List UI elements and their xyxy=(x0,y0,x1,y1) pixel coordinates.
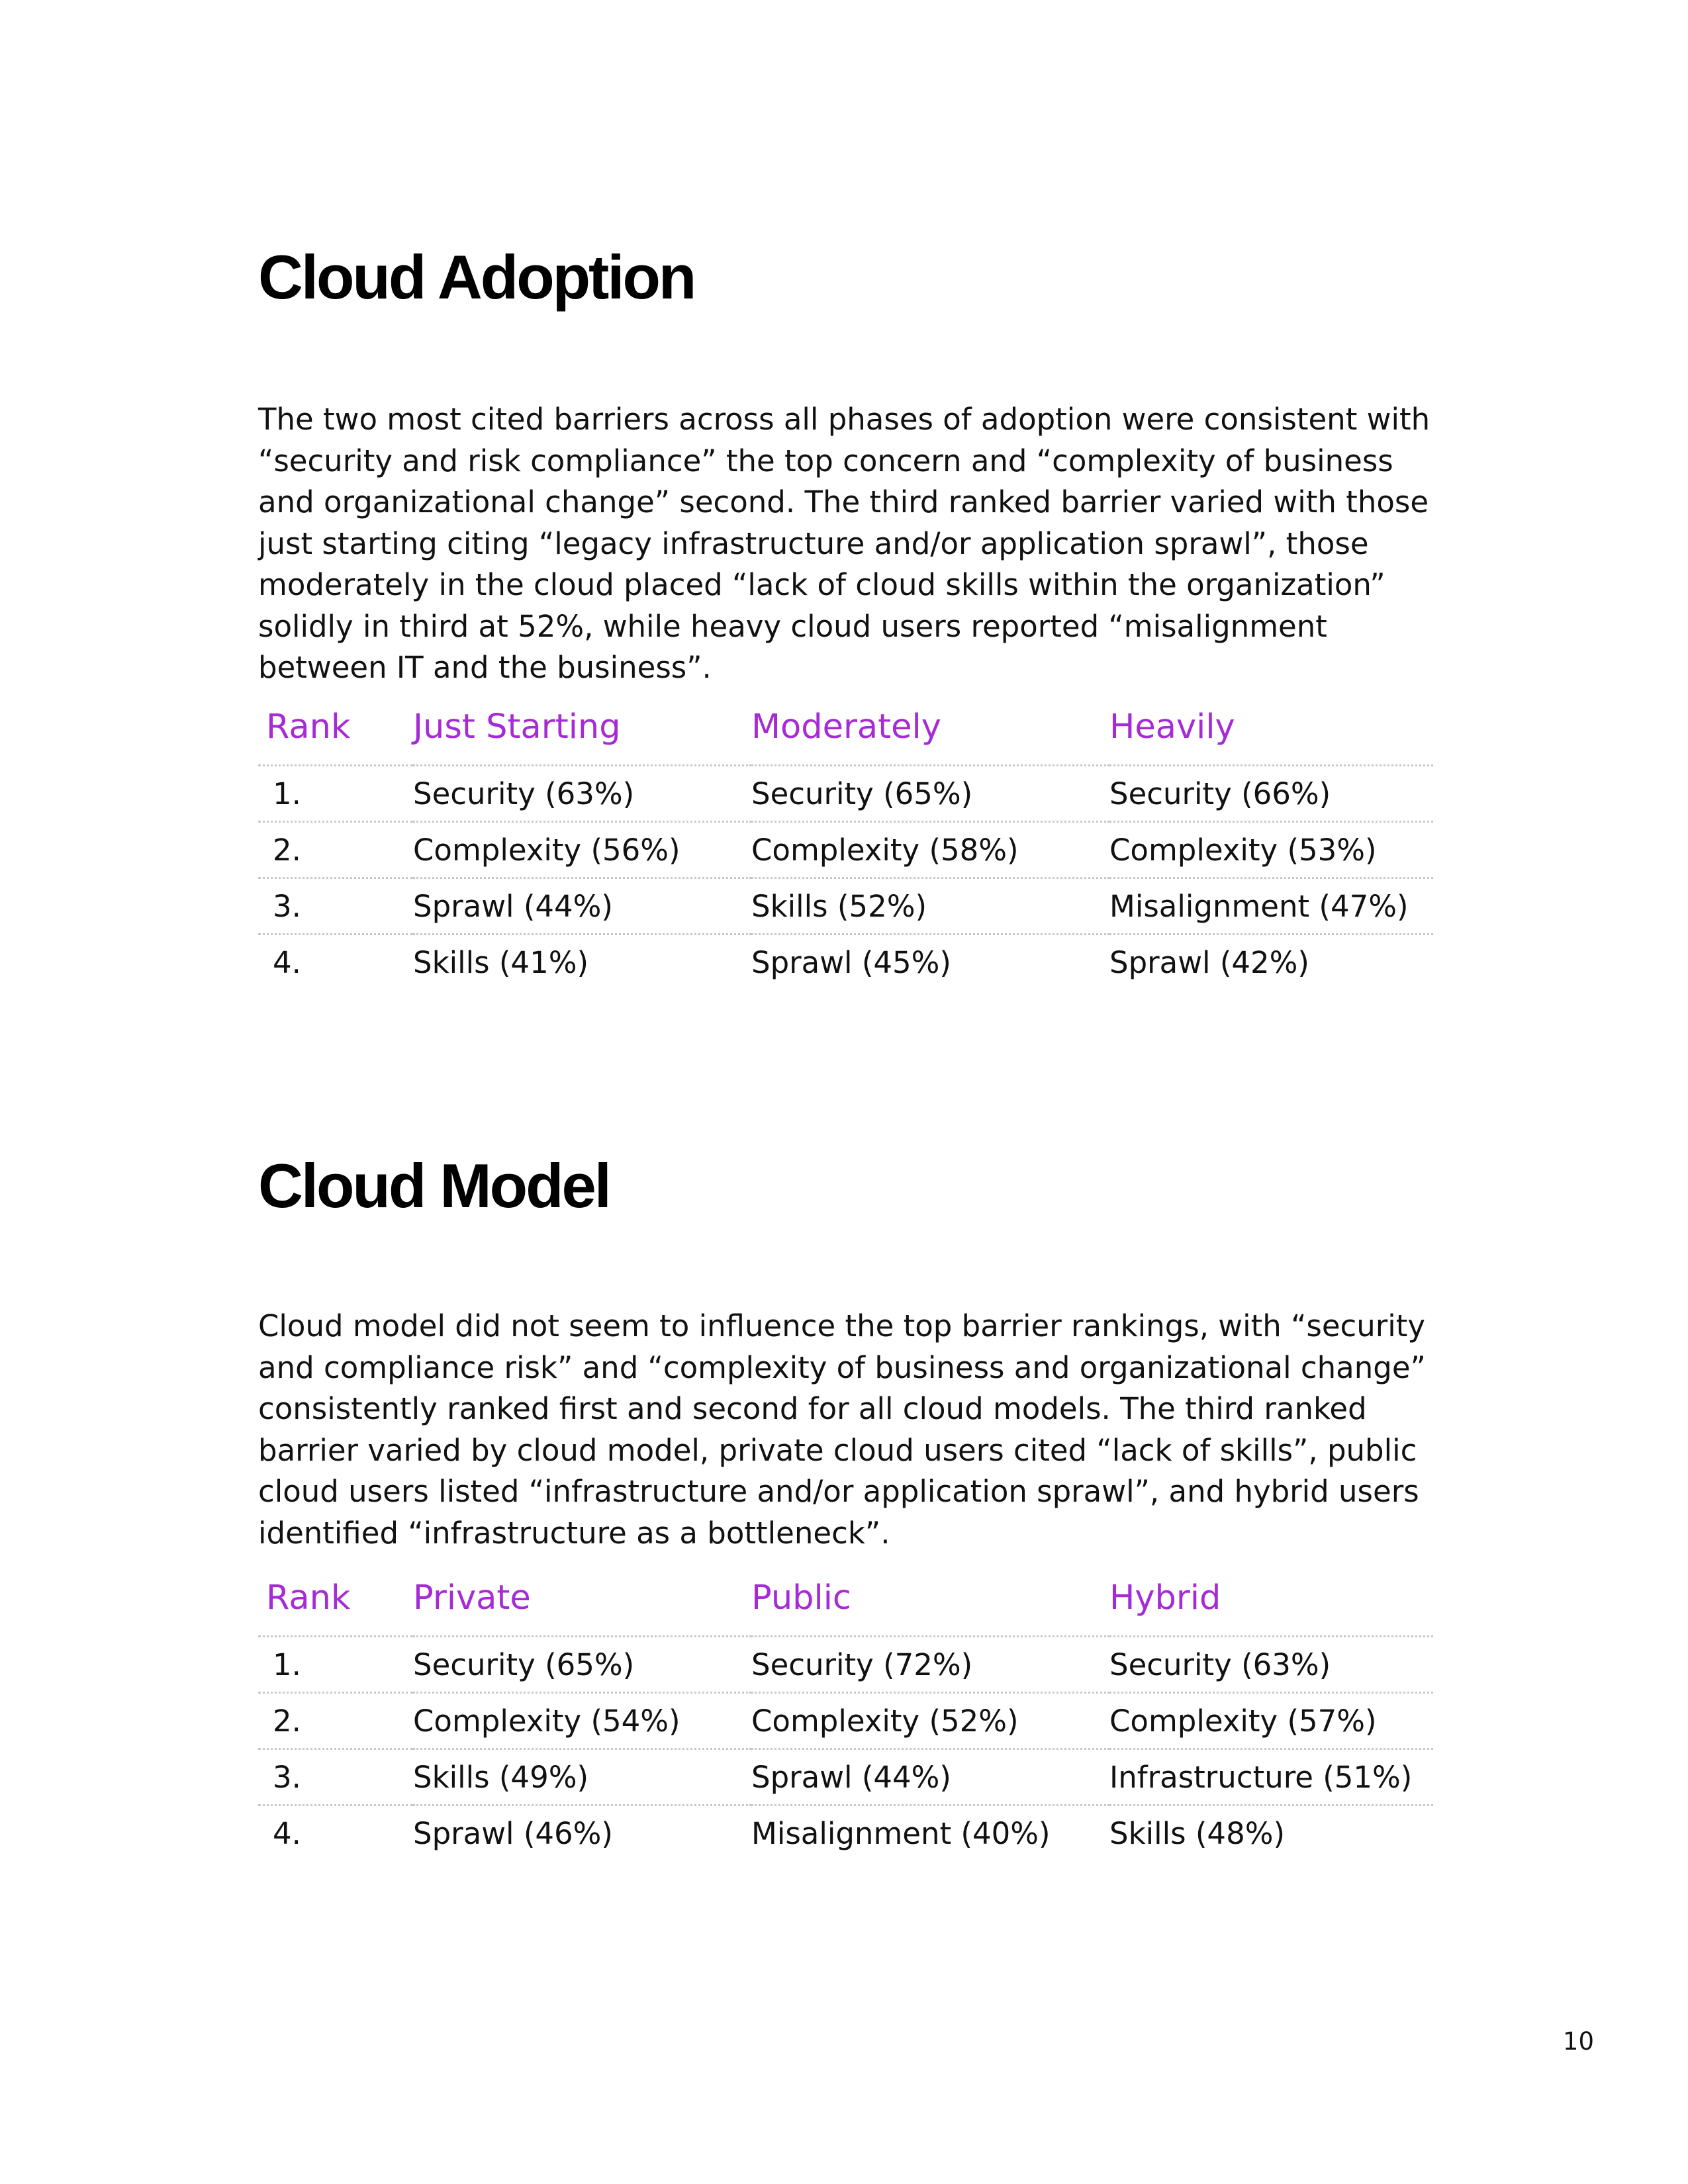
table-row xyxy=(258,934,1433,990)
table-cell: Security (72%) xyxy=(751,1637,1109,1693)
table-row xyxy=(258,1693,1433,1749)
table-cell: Complexity (54%) xyxy=(413,1693,751,1749)
table-cell: Security (65%) xyxy=(751,766,1109,822)
column-header-private: Private xyxy=(413,1578,751,1637)
table-cell: Sprawl (45%) xyxy=(751,944,951,980)
cloud-adoption-section xyxy=(258,242,1436,689)
table-cell: Misalignment (47%) xyxy=(1109,878,1433,934)
column-header-moderately: Moderately xyxy=(751,707,1109,766)
rank-cell: 2. xyxy=(258,822,413,878)
table-cell: Sprawl (44%) xyxy=(751,1749,1109,1805)
table-cell: Skills (52%) xyxy=(751,878,1109,934)
table-row xyxy=(258,1805,1433,1861)
table-row xyxy=(258,822,1433,878)
rank-cell: 1. xyxy=(258,766,413,822)
rank-cell: 1. xyxy=(258,1637,413,1693)
column-header-rank: Rank xyxy=(258,707,413,766)
rank-cell: 3. xyxy=(258,878,413,934)
table-cell: Sprawl (44%) xyxy=(413,878,751,934)
table-cell: Complexity (57%) xyxy=(1109,1693,1433,1749)
column-header-rank: Rank xyxy=(258,1578,413,1637)
table-header-row xyxy=(258,707,1433,766)
table-cell: Infrastructure (51%) xyxy=(1109,1749,1433,1805)
table-cell: Security (63%) xyxy=(413,766,751,822)
cloud-adoption-title: Cloud Adoption xyxy=(258,242,695,312)
table-cell: Skills (48%) xyxy=(1109,1815,1286,1851)
cloud-adoption-table xyxy=(258,707,1433,989)
column-header-public: Public xyxy=(751,1578,1109,1637)
cloud-model-table xyxy=(258,1578,1433,1860)
table-cell: Sprawl (46%) xyxy=(413,1815,613,1851)
rank-cell: 4. xyxy=(273,944,301,980)
rank-cell: 3. xyxy=(258,1749,413,1805)
table-cell: Security (63%) xyxy=(1109,1637,1433,1693)
rank-cell: 4. xyxy=(273,1815,301,1851)
table-row xyxy=(258,766,1433,822)
table-row xyxy=(258,1637,1433,1693)
table-cell: Security (66%) xyxy=(1109,766,1433,822)
cloud-adoption-table-wrap xyxy=(258,707,1436,989)
table-cell: Skills (41%) xyxy=(413,944,589,980)
cloud-adoption-body: The two most cited barriers across all phases of adoption were consistent with “security and risk compliance” the top concern and “complexity of business and organizational change” second. The third ranked barrier varied with those just starting citing “legacy infrastructure and/or application sprawl”, those moderately in the cloud placed “lack of cloud skills within the organization” solidly in third at 52%, while heavy cloud users reported “misalignment between IT and the business”. xyxy=(258,402,1430,685)
page-number: 10 xyxy=(1562,2027,1594,2056)
table-cell: Complexity (56%) xyxy=(413,822,751,878)
table-row xyxy=(258,1749,1433,1805)
rank-cell: 2. xyxy=(258,1693,413,1749)
table-cell: Misalignment (40%) xyxy=(751,1815,1051,1851)
table-cell: Complexity (58%) xyxy=(751,822,1109,878)
cloud-model-table-wrap xyxy=(258,1578,1436,1860)
table-cell: Sprawl (42%) xyxy=(1109,944,1309,980)
table-cell: Complexity (52%) xyxy=(751,1693,1109,1749)
table-header-row xyxy=(258,1578,1433,1637)
column-header-hybrid: Hybrid xyxy=(1109,1578,1433,1637)
cloud-model-section xyxy=(258,1151,1436,1554)
cloud-model-body: Cloud model did not seem to influence the top barrier rankings, with “security and compliance risk” and “complexity of business and organizational change” consistently ranked first and second for all cloud models. The third ranked barrier varied by cloud model, private cloud users cited “lack of skills”, public cloud users listed “infrastructure and/or application sprawl”, and hybrid users identified “infrastructure as a bottleneck”. xyxy=(258,1308,1426,1551)
table-cell: Security (65%) xyxy=(413,1637,751,1693)
table-cell: Complexity (53%) xyxy=(1109,822,1433,878)
cloud-model-title: Cloud Model xyxy=(258,1151,610,1220)
table-row xyxy=(258,878,1433,934)
table-cell: Skills (49%) xyxy=(413,1749,751,1805)
column-header-heavily: Heavily xyxy=(1109,707,1433,766)
column-header-just-starting: Just Starting xyxy=(413,707,751,766)
